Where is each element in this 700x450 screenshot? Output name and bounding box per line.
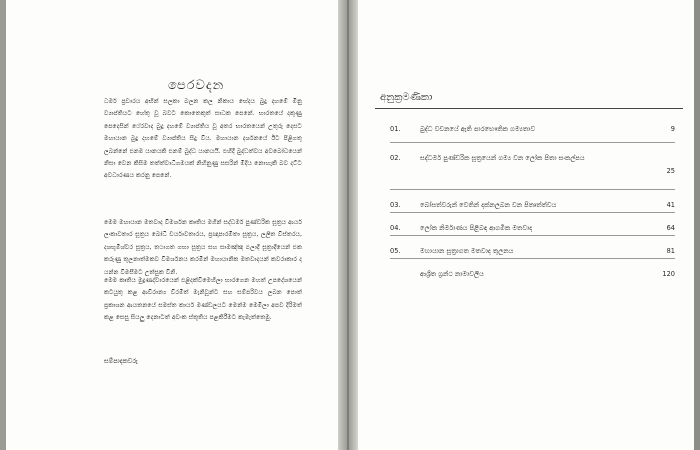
- preface-signature: සම්පාදකවරු: [104, 357, 138, 365]
- toc-divider: [390, 212, 675, 213]
- toc-divider: [390, 142, 675, 143]
- toc-entry-page: 120: [662, 270, 675, 278]
- preface-paragraph: මෙම මහායාන මතවාද විමර්ශන කෘතිය මගින් සද්ධර්ම පුණ්ඩරික සූත්‍රය ආර්ය ලංකාවතාර සූත්‍රය බෝධි චර්යාවතාරය, ප්‍රඥාපාරමිතා සූත්‍රය, ලලිත විස්තරය, දශභූමීශ්වර සූත්‍රය, තථාගත ගභා සූත්‍රය සහ සාමඤ්ඤ ඵලාදී සූත්‍රාදීයෙන් එක කරුණු තුලනාත්මකව විමර්ශනය කරමින් මහායානික මතවාදයන් කවරාකාර ද යන්න විමසීමට උත්සුක විනි.: [104, 219, 302, 276]
- toc-entry-label: බෝසත්වරුන් වෙතින් දක්නලබන වන පිතෘත්ත්වය: [420, 201, 557, 209]
- toc-entry-page: 9: [670, 125, 675, 133]
- toc-entry-number: 02.: [390, 154, 401, 162]
- toc-entry-label: මහායාන සූත්‍රාගත මතවාද තුලනය: [420, 247, 514, 255]
- toc-divider: [390, 258, 675, 259]
- toc-entry-page: 25: [666, 167, 675, 175]
- toc-entry-label: බුද්ධ වචනයේ ඇති පාරභෞතික ගම්‍යතාව: [420, 125, 536, 133]
- toc-entry-number: 03.: [390, 201, 401, 209]
- toc-entry-label: ආශ්‍රිත ග්‍රන්ථ නාමාවලිය: [420, 270, 484, 278]
- toc-divider: [390, 189, 675, 190]
- preface-paragraph: මෙම කෘතිය මුද්‍රණද්වාරයෙන් එළිදක්වීමෙහිලා භාරගෙන මහත් උපදේශයෙන් කටයුතු කළ ආචිරාන්‍ය චිරමිත් මැනිවූන්ට සහ සම්පරිවය ලබන පොත් ප්‍රකාශන ආයතනයේ සමස්ත කාර්ය මණ්ඩලයට මෙන්ම මෙමිලා අපව දිරිමත් කළ සෙසු සියලු දෙනාටත් අවංක ස්තූතිය පළකිරීමට කැමැත්තෙමු.: [104, 277, 302, 322]
- toc-entry-page: 81: [666, 247, 675, 255]
- toc-entry-label: ලෝක නිර්මාණය පිළිබඳ ආගමික මතවාද: [420, 224, 533, 232]
- book-gutter: [338, 0, 358, 450]
- contents-title: අනුක්‍රමණිකා: [380, 92, 433, 103]
- preface-paragraph: ධර්ම ප්‍රචාරය අභින් සලකා බලන කල නිකාය භේදය බුදු දහමේ මිනු ව්‍යාප්තියට හේතු වූ බවට කොතෙකුත් සාධක පෙනේ. භාරතයේ දකුණු පෙදෙසින් ථේරවාද බුදු දහමේ ව්‍යාප්තිය වූ අතර භාරතයෙන් උතුරු දෙසට මහායාන බුදු දහමේ ව්‍යාප්තිය සිදු විය. මහායාන දර්ශනයේ ඊට පිළිගතු ලබන්නේ එනම යානයකි එනම් බුද්ධ යානයයි. එහිදී බුද්ධත්වය අවබෝධයෙන් නිසා වෙන කිසිම තත්ත්වාධිගමයක් නිහිනුණු සසරින් මිදිය නොහැකි බව දට්ට අවධාරණය කරනු පෙනේ.: [104, 98, 302, 180]
- toc-divider: [390, 235, 675, 236]
- toc-entry-page: 41: [666, 201, 675, 209]
- right-page-edge: [694, 0, 700, 450]
- toc-entry-label: සද්ධර්ම පුණ්ඩරික සූත්‍රයෙන් ගම්‍ය වන ලෝක පිතා සංකල්පය: [420, 154, 585, 162]
- toc-entry-page: 64: [666, 224, 675, 232]
- toc-entry-number: 01.: [390, 125, 401, 133]
- contents-title-divider: [375, 108, 683, 109]
- preface-title: පෙරවදන: [168, 78, 225, 93]
- toc-entry-number: 05.: [390, 247, 401, 255]
- toc-entry-number: 04.: [390, 224, 401, 232]
